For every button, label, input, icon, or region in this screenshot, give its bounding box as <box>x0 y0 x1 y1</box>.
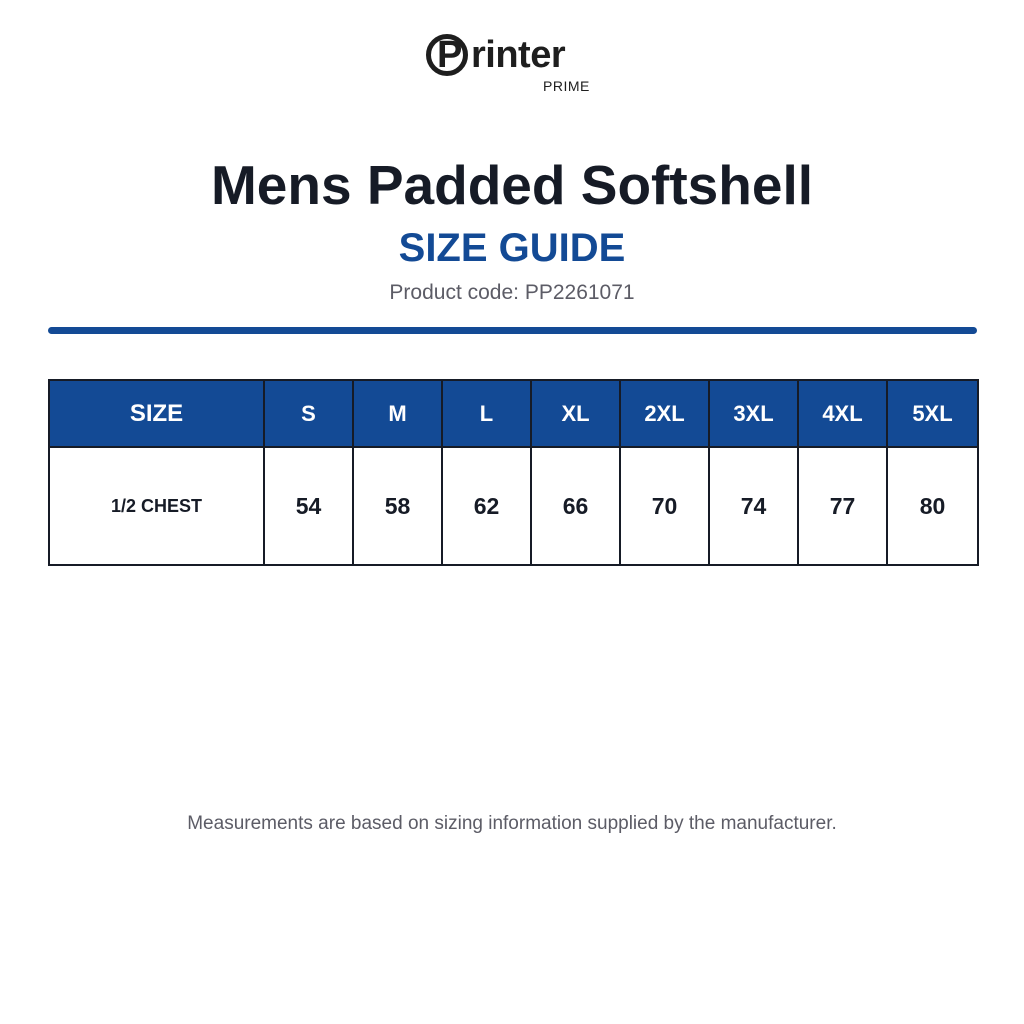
header-cell-5xl: 5XL <box>887 380 978 447</box>
header-cell-2xl: 2XL <box>620 380 709 447</box>
product-code: Product code: PP2261071 <box>389 281 635 304</box>
table-header-row <box>49 380 978 447</box>
size-table <box>48 379 979 566</box>
header-cell-4xl: 4XL <box>798 380 887 447</box>
footnote: Measurements are based on sizing information supplied by the manufacturer. <box>187 813 837 834</box>
table-cell: 62 <box>442 447 531 565</box>
table-cell: 70 <box>620 447 709 565</box>
logo-subtitle: PRIME <box>543 78 590 94</box>
page-subtitle: SIZE GUIDE <box>398 226 626 270</box>
header-cell-m: M <box>353 380 442 447</box>
brand-logo <box>426 32 606 96</box>
header-cell-s: S <box>264 380 353 447</box>
logo-wordmark: rinter <box>471 34 566 76</box>
table-row <box>49 447 978 565</box>
header-cell-l: L <box>442 380 531 447</box>
table-cell: 74 <box>709 447 798 565</box>
logo-initial: P <box>437 34 463 76</box>
table-cell: 66 <box>531 447 620 565</box>
header-cell-size: SIZE <box>49 380 264 447</box>
table-cell: 58 <box>353 447 442 565</box>
page-title: Mens Padded Softshell <box>210 154 814 216</box>
divider <box>48 327 977 334</box>
header-cell-xl: XL <box>531 380 620 447</box>
table-cell: 80 <box>887 447 978 565</box>
row-label-chest: 1/2 CHEST <box>49 447 264 565</box>
table-cell: 77 <box>798 447 887 565</box>
header-cell-3xl: 3XL <box>709 380 798 447</box>
table-cell: 54 <box>264 447 353 565</box>
